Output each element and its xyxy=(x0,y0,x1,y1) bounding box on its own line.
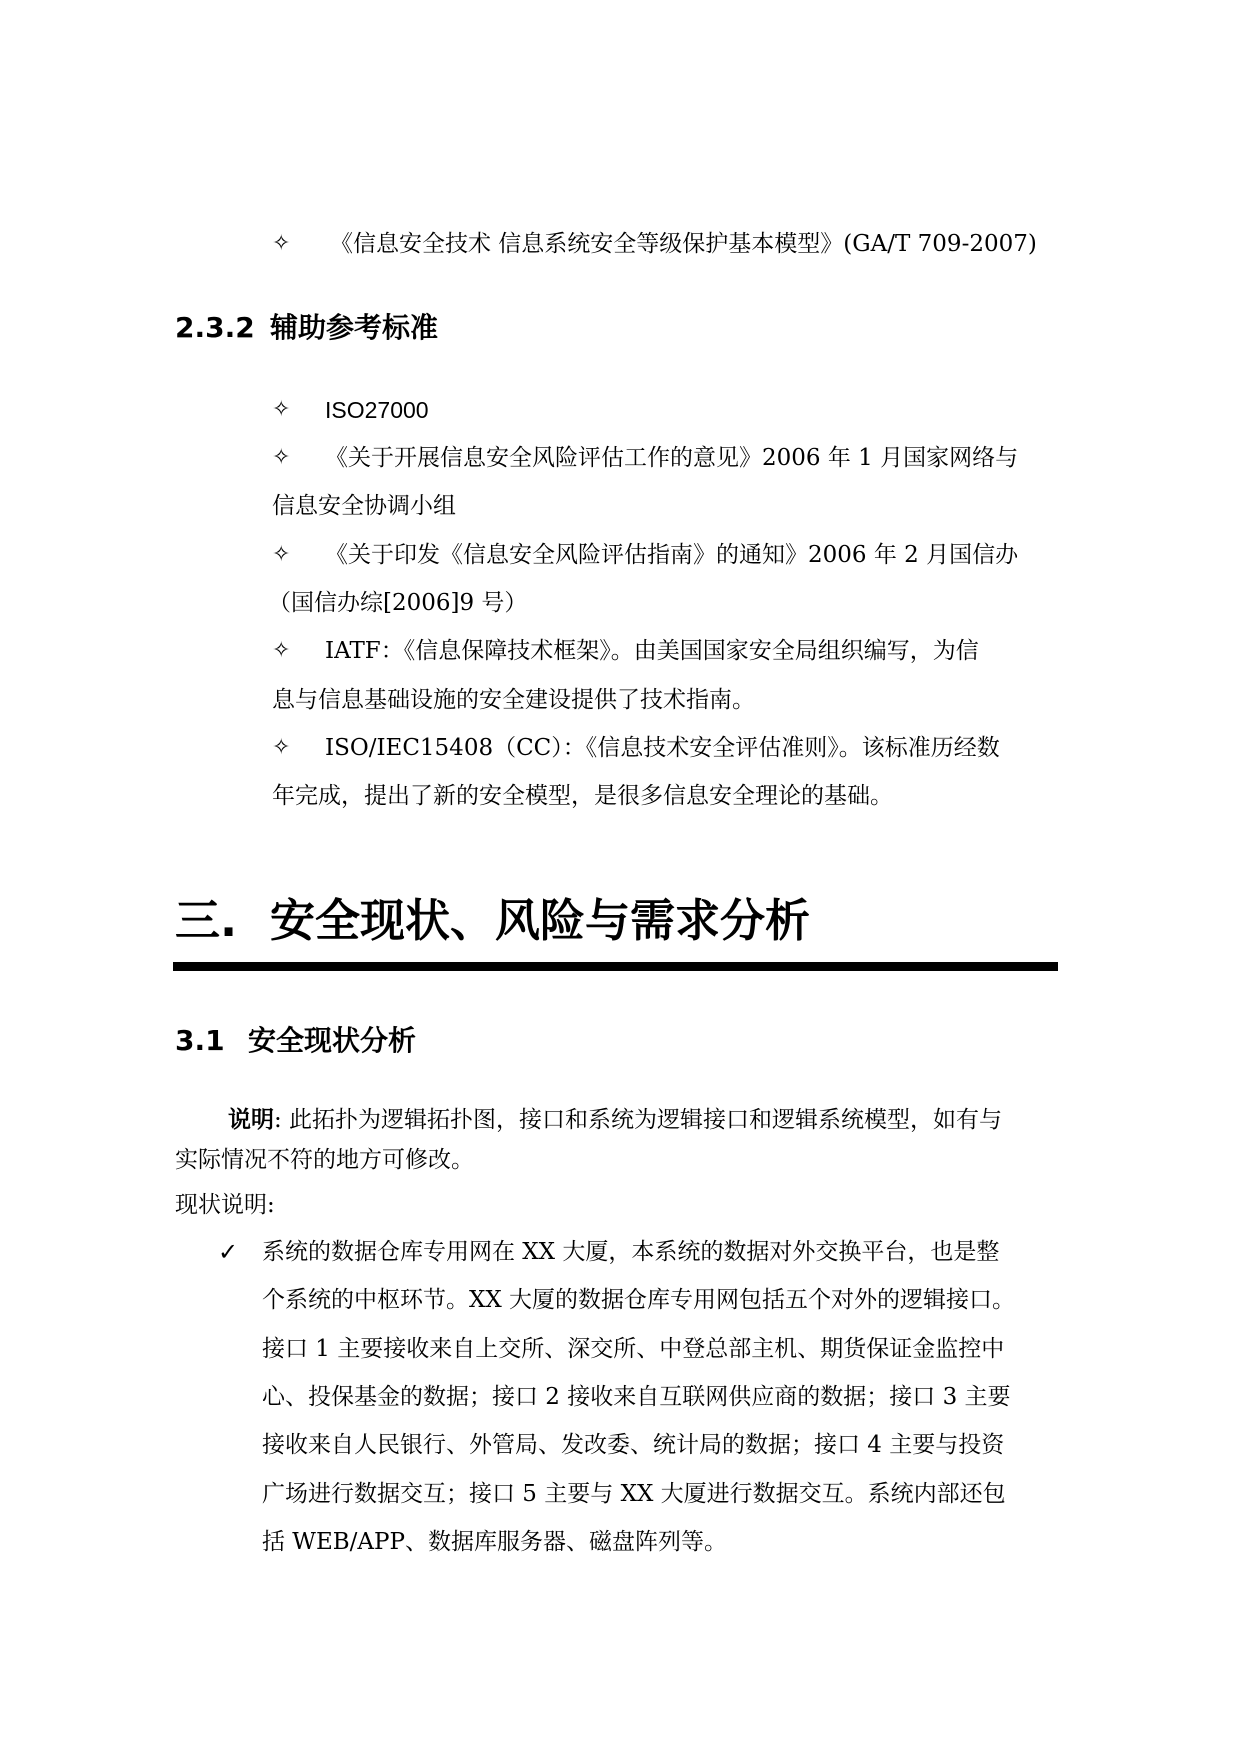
reference-item-continued: 年完成，提出了新的安全模型，是很多信息安全理论的基础。 xyxy=(272,783,893,809)
reference-item: IATF：《信息保障技术框架》。由美国国家安全局组织编写，为信 xyxy=(325,638,979,664)
status-paragraph-line: 接口 1 主要接收来自上交所、深交所、中登总部主机、期货保证金监控中 xyxy=(262,1336,1005,1362)
section-heading-3-1 xyxy=(175,1023,416,1059)
bullet-icon: ✧ xyxy=(272,735,291,760)
reference-item-continued: 息与信息基础设施的安全建设提供了技术指南。 xyxy=(272,687,755,713)
reference-item: 《关于印发《信息安全风险评估指南》的通知》2006 年 2 月国信办 xyxy=(325,542,1019,568)
reference-item: ISO/IEC15408（CC）：《信息技术安全评估准则》。该标准历经数 xyxy=(325,735,1000,761)
bullet-icon: ✧ xyxy=(272,231,291,256)
chapter-heading xyxy=(175,893,810,949)
status-paragraph-line: 心、投保基金的数据；接口 2 接收来自互联网供应商的数据；接口 3 主要 xyxy=(262,1384,1011,1410)
note-line-continued: 实际情况不符的地方可修改。 xyxy=(175,1147,474,1173)
status-paragraph-line: 系统的数据仓库专用网在 XX 大厦，本系统的数据对外交换平台，也是整 xyxy=(262,1239,1000,1265)
section-title: 辅助参考标准 xyxy=(270,311,439,344)
bullet-icon: ✧ xyxy=(272,397,291,422)
status-paragraph-line: 括 WEB/APP、数据库服务器、磁盘阵列等。 xyxy=(262,1529,727,1555)
section-heading-2-3-2 xyxy=(175,310,438,346)
reference-item-continued: （国信办综[2006]9 号） xyxy=(268,590,528,616)
status-paragraph-line: 个系统的中枢环节。XX 大厦的数据仓库专用网包括五个对外的逻辑接口。 xyxy=(262,1287,1016,1313)
note-line xyxy=(228,1105,1002,1135)
reference-item: 《信息安全技术 信息系统安全等级保护基本模型》(GA/T 709-2007) xyxy=(330,231,1037,257)
bullet-icon: ✧ xyxy=(272,445,291,470)
reference-item: ISO27000 xyxy=(325,397,429,423)
check-mark-icon: ✓ xyxy=(218,1238,239,1266)
chapter-number: 三. xyxy=(175,894,238,947)
section-number: 2.3.2 xyxy=(175,311,255,344)
note-label: 说明 xyxy=(228,1106,274,1133)
section-number: 3.1 xyxy=(175,1024,225,1057)
section-title: 安全现状分析 xyxy=(248,1024,417,1057)
bullet-icon: ✧ xyxy=(272,542,291,567)
reference-item-continued: 信息安全协调小组 xyxy=(272,493,456,519)
reference-item: 《关于开展信息安全风险评估工作的意见》2006 年 1 月国家网络与 xyxy=(325,445,1019,471)
bullet-icon: ✧ xyxy=(272,638,291,663)
status-label: 现状说明: xyxy=(175,1192,275,1218)
chapter-title: 安全现状、风险与需求分析 xyxy=(270,894,811,947)
status-paragraph-line: 广场进行数据交互；接口 5 主要与 XX 大厦进行数据交互。系统内部还包 xyxy=(262,1481,1006,1507)
chapter-rule xyxy=(173,962,1058,971)
note-text: : 此拓扑为逻辑拓扑图，接口和系统为逻辑接口和逻辑系统模型，如有与 xyxy=(274,1107,1003,1133)
status-paragraph-line: 接收来自人民银行、外管局、发改委、统计局的数据；接口 4 主要与投资 xyxy=(262,1432,1005,1458)
